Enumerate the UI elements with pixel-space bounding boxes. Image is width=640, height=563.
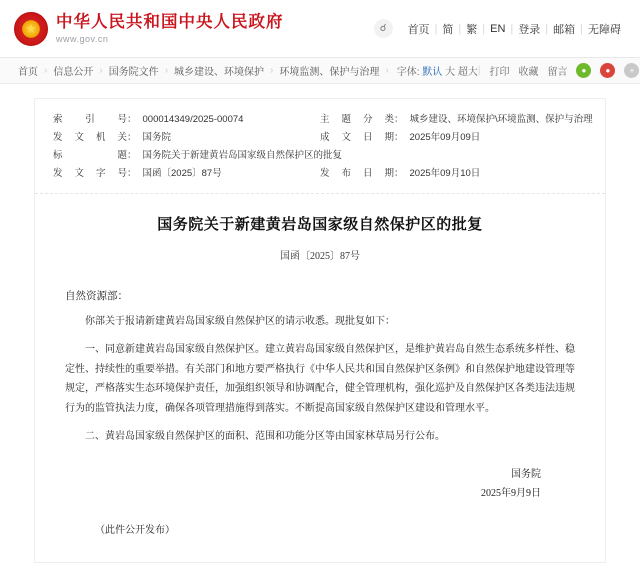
nav-separator: |: [482, 22, 486, 35]
font-size-default[interactable]: 默认: [422, 67, 443, 78]
font-size-label: 字体:: [396, 67, 420, 78]
meta-colon: ：: [394, 168, 404, 180]
meta-colon: ：: [127, 114, 137, 125]
nav-separator: |: [434, 22, 438, 35]
search-icon[interactable]: ☌: [374, 19, 393, 38]
wechat-icon[interactable]: ●: [576, 63, 591, 78]
favorite-button[interactable]: 收藏: [518, 67, 539, 78]
meta-colon: ：: [127, 132, 137, 144]
breadcrumb: [0, 58, 640, 84]
meta-row: [53, 147, 587, 165]
document-paragraph: 二、黄岩岛国家级自然保护区的面积、范围和功能分区等由国家林草局另行公布。: [85, 431, 445, 443]
print-button[interactable]: 打印: [489, 67, 510, 78]
site-brand[interactable]: [56, 13, 284, 45]
meta-issuing-agency: [53, 129, 320, 147]
nav-item-home[interactable]: 首页: [407, 23, 430, 36]
nav-separator: |: [458, 22, 462, 35]
nav-item-simplified[interactable]: 简: [442, 23, 454, 36]
meta-colon: ：: [127, 168, 137, 180]
meta-colon: ：: [127, 150, 137, 162]
meta-label: 发文机关: [53, 132, 127, 144]
meta-row: [53, 129, 587, 147]
meta-label: 主题分类: [320, 114, 394, 125]
meta-label: 成文日期: [320, 132, 394, 144]
nav-separator: |: [580, 22, 583, 35]
nav-item-traditional[interactable]: 繁: [466, 23, 478, 36]
meta-row: [53, 165, 587, 183]
font-size-xlarge[interactable]: 超大: [457, 67, 478, 78]
meta-value: 000014349/2025-00074: [142, 114, 244, 125]
breadcrumb-separator: ›: [44, 65, 48, 76]
breadcrumb-separator: ›: [270, 65, 274, 76]
breadcrumb-item-subcategory[interactable]: 环境监测、保护与治理: [279, 67, 380, 78]
weibo-icon[interactable]: ●: [600, 63, 615, 78]
document-number: 国函〔2025〕87号: [280, 250, 360, 262]
site-url: www.gov.cn: [56, 34, 109, 45]
nav-separator: |: [545, 22, 549, 35]
comment-button[interactable]: 留言: [547, 67, 568, 78]
breadcrumb-separator: ›: [99, 65, 103, 76]
signature-organization: 国务院: [511, 468, 541, 480]
document-paragraph: 你部关于报请新建黄岩岛国家级自然保护区的请示收悉。现批复如下：: [85, 315, 395, 327]
meta-colon: ：: [394, 114, 404, 125]
breadcrumb-tools: [478, 63, 640, 78]
meta-document-number: [53, 165, 320, 183]
meta-label: 发文字号: [53, 168, 127, 180]
nav-item-english[interactable]: EN: [490, 22, 506, 35]
site-header: [0, 0, 640, 58]
breadcrumb-separator: ›: [164, 65, 169, 76]
meta-index-number: [53, 111, 320, 129]
national-emblem-icon: [14, 12, 48, 46]
nav-item-accessibility[interactable]: 无障碍: [588, 23, 621, 36]
nav-item-mail[interactable]: 邮箱: [553, 23, 576, 36]
meta-label: 索引号: [53, 114, 127, 125]
breadcrumb-item-category[interactable]: 城乡建设、环境保护: [174, 67, 265, 78]
meta-value: 国务院关于新建黄岩岛国家级自然保护区的批复: [142, 150, 343, 162]
document-card: [34, 98, 606, 563]
breadcrumb-separator: ›: [385, 65, 389, 76]
tool-separator: |: [477, 65, 481, 76]
document-body: [35, 194, 605, 562]
meta-colon: ：: [394, 132, 404, 144]
meta-label: 发布日期: [320, 168, 394, 180]
meta-publish-date: [320, 165, 587, 183]
signature-date: 2025年9月9日: [481, 487, 541, 499]
site-title: 中华人民共和国中央人民政府: [56, 12, 284, 31]
meta-completion-date: [320, 129, 587, 147]
breadcrumb-item-home[interactable]: 首页: [18, 67, 38, 78]
meta-title: [53, 147, 587, 165]
page-title: 国务院关于新建黄岩岛国家级自然保护区的批复: [157, 217, 483, 234]
more-share-icon[interactable]: +: [624, 63, 639, 78]
meta-value: 国务院: [142, 132, 172, 144]
document-metadata: [35, 99, 605, 194]
meta-value: 城乡建设、环境保护\环境监测、保护与治理: [409, 114, 593, 125]
meta-subject-category: [320, 111, 593, 129]
release-note: （此件公开发布）: [95, 524, 175, 536]
nav-separator: |: [510, 22, 514, 35]
font-size-large[interactable]: 大: [445, 67, 456, 78]
breadcrumb-item-docs[interactable]: 国务院文件: [108, 67, 159, 78]
meta-row: [53, 111, 593, 129]
meta-value: 2025年09月10日: [409, 168, 481, 180]
document-recipient: 自然资源部：: [65, 290, 128, 302]
meta-label: 标题: [53, 150, 127, 162]
breadcrumb-item-info[interactable]: 信息公开: [53, 67, 94, 78]
nav-item-login[interactable]: 登录: [518, 23, 541, 36]
font-size-control: [397, 63, 478, 78]
meta-value: 国函〔2025〕87号: [142, 168, 222, 180]
header-nav: [374, 19, 626, 38]
document-paragraph: 一、同意新建黄岩岛国家级自然保护区。建立黄岩岛国家级自然保护区，是维护黄岩岛自然生态系统多样性、稳定性、持续性的重要举措。有关部门和地方要严格执行《中华人民共和国自然保护区条例》和自然保护地建设管理等规定，严格落实生态环境保护责任，加强组织领导和协调配合，健全管理机构，强化巡护及自然保护区各类违法违规行为的监管执法力度，确保各项管理措施得到落实。不断提高国家级自然保护区建设和管理水平。: [65, 344, 575, 414]
document-signature: [65, 465, 575, 503]
meta-value: 2025年09月09日: [409, 132, 481, 144]
